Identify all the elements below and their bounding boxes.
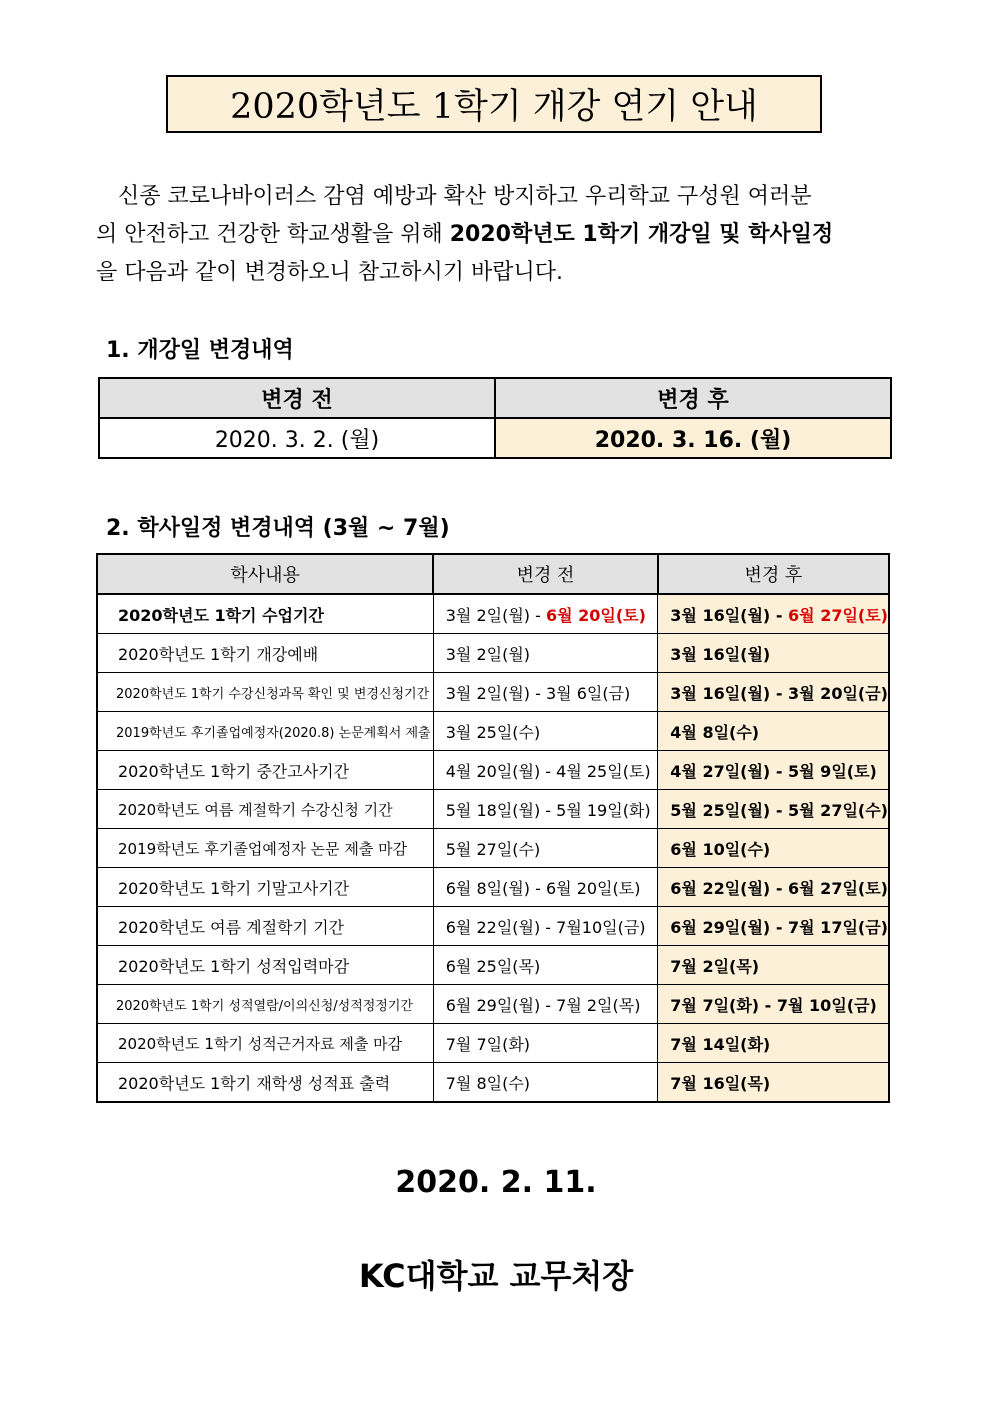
row-before-start: 3월 2일(월) - [445,605,546,625]
row-after [658,594,889,634]
table-row [97,673,889,712]
table-row [97,907,889,946]
row-item: 2020학년도 여름 계절학기 기간 [97,907,433,946]
row-before: 4월 20일(월) - 4월 25일(토) [433,751,658,790]
intro-line-2-text: 의 안전하고 건강한 학교생활을 위해 [96,222,450,247]
row-after: 4월 8일(수) [658,712,889,751]
row-after: 4월 27일(월) - 5월 9일(토) [658,751,889,790]
row-before: 6월 22일(월) - 7월10일(금) [433,907,658,946]
row-item: 2020학년도 1학기 개강예배 [97,634,433,673]
row-item: 2020학년도 1학기 재학생 성적표 출력 [97,1063,433,1103]
row-item: 2020학년도 1학기 수업기간 [97,594,433,634]
row-item: 2020학년도 1학기 기말고사기간 [97,868,433,907]
row-before: 5월 18일(월) - 5월 19일(화) [433,790,658,829]
row-after: 7월 14일(화) [658,1024,889,1063]
table-row [97,1024,889,1063]
signer: KC대학교 교무처장 [358,1257,634,1295]
col-after-header: 변경 후 [658,554,889,594]
table-row [97,946,889,985]
row-after: 5월 25일(월) - 5월 27일(수) [658,790,889,829]
row-after: 3월 16일(월) - 3월 20일(금) [658,673,889,712]
row-before: 6월 25일(목) [433,946,658,985]
issue-date: 2020. 2. 11. [395,1165,597,1200]
row-before: 7월 7일(화) [433,1024,658,1063]
row-before: 7월 8일(수) [433,1063,658,1103]
row-after: 3월 16일(월) [658,634,889,673]
intro-line-3: 을 다음과 같이 변경하오니 참고하시기 바랍니다. [96,260,564,285]
table-row [97,985,889,1024]
row-before: 6월 8일(월) - 6월 20일(토) [433,868,658,907]
row-before [433,594,658,634]
row-before: 6월 29일(월) - 7월 2일(목) [433,985,658,1024]
intro-paragraph [96,178,896,292]
row-item: 2019학년도 후기졸업예정자(2020.8) 논문계획서 제출 [97,712,433,751]
table-row [97,790,889,829]
table-row [97,868,889,907]
document-title: 2020학년도 1학기 개강 연기 안내 [166,75,822,133]
row-item: 2019학년도 후기졸업예정자 논문 제출 마감 [97,829,433,868]
section-2-heading: 2. 학사일정 변경내역 (3월 ~ 7월) [106,516,450,541]
table-row [97,829,889,868]
intro-line-2 [96,216,896,254]
intro-line-2-bold: 2020학년도 1학기 개강일 및 학사일정 [449,222,834,247]
row-after: 6월 10일(수) [658,829,889,868]
row-before: 5월 27일(수) [433,829,658,868]
row-item: 2020학년도 1학기 성적열람/이의신청/성적정정기간 [97,985,433,1024]
row-before: 3월 2일(월) - 3월 6일(금) [433,673,658,712]
table-row [97,1063,889,1103]
row-item: 2020학년도 1학기 중간고사기간 [97,751,433,790]
row-before-end: 6월 20일(토) [545,605,646,625]
opening-date-table [98,377,892,459]
table-row [97,751,889,790]
table-row [97,712,889,751]
table-row [97,594,889,634]
col-item-header: 학사내용 [97,554,433,594]
opening-date-after: 2020. 3. 16. (월) [495,418,891,458]
row-item: 2020학년도 여름 계절학기 수강신청 기간 [97,790,433,829]
col-before-header: 변경 전 [433,554,658,594]
row-before: 3월 2일(월) [433,634,658,673]
row-after-start: 3월 16일(월) - [670,605,789,625]
row-after-end: 6월 27일(토) [788,605,888,625]
row-before: 3월 25일(수) [433,712,658,751]
row-item: 2020학년도 1학기 수강신청과목 확인 및 변경신청기간 [97,673,433,712]
opening-date-before: 2020. 3. 2. (월) [99,418,495,458]
table-row [97,634,889,673]
col-after-header: 변경 후 [495,378,891,418]
section-1-heading: 1. 개강일 변경내역 [106,338,294,363]
schedule-header-row [97,554,889,594]
schedule-table [96,553,890,1103]
row-after: 7월 2일(목) [658,946,889,985]
row-after: 6월 29일(월) - 7월 17일(금) [658,907,889,946]
row-after: 7월 7일(화) - 7월 10일(금) [658,985,889,1024]
row-after: 7월 16일(목) [658,1063,889,1103]
row-item: 2020학년도 1학기 성적근거자료 제출 마감 [97,1024,433,1063]
row-item: 2020학년도 1학기 성적입력마감 [97,946,433,985]
row-after: 6월 22일(월) - 6월 27일(토) [658,868,889,907]
col-before-header: 변경 전 [99,378,495,418]
intro-line-1: 신종 코로나바이러스 감염 예방과 확산 방지하고 우리학교 구성원 여러분 [118,184,812,209]
